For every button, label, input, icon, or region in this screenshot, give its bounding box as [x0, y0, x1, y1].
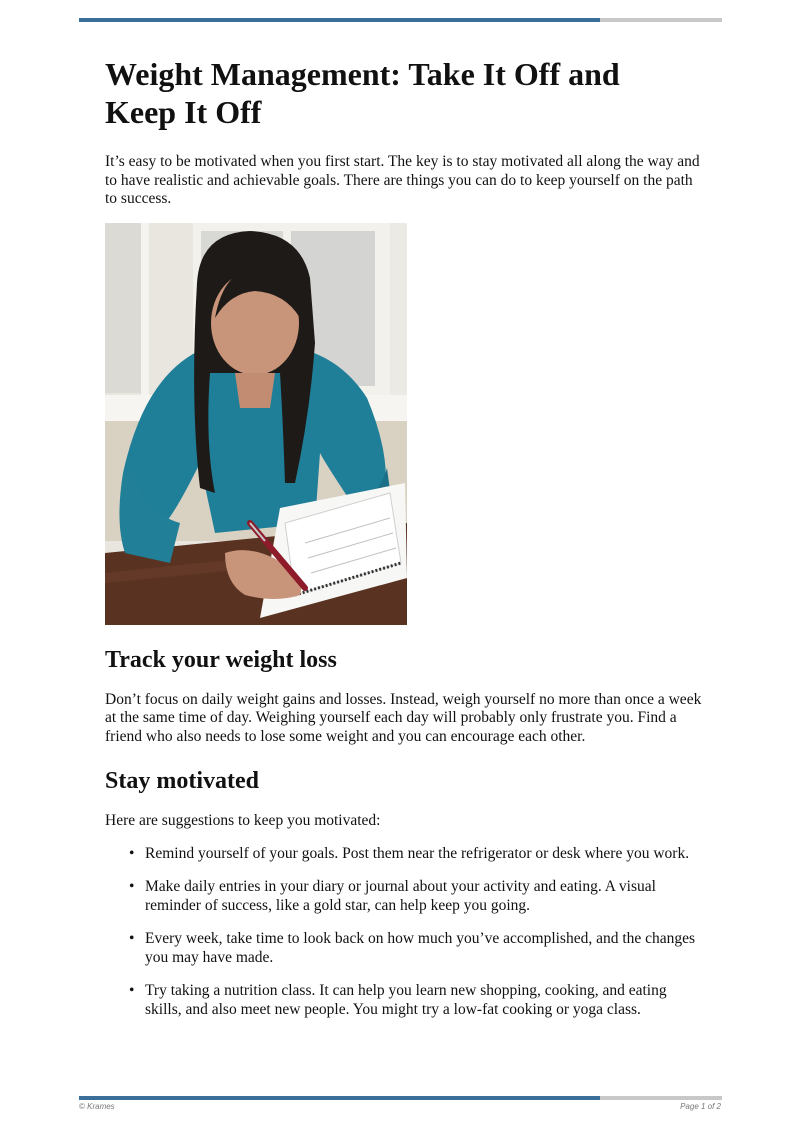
section-lead-motivated: Here are suggestions to keep you motivated:: [105, 812, 381, 829]
bullet-icon: •: [129, 844, 135, 862]
section-heading-motivated: Stay motivated: [105, 768, 259, 794]
intro-paragraph: It’s easy to be motivated when you first start. The key is to stay motivated all along the way and to have realistic and achievable goals. There are things you can do to keep yourself on the path to success.: [105, 153, 700, 207]
footer-copyright: © Krames: [79, 1102, 115, 1111]
list-item-text: Make daily entries in your diary or journal about your activity and eating. A visual reminder of success, like a gold star, can help keep you going.: [145, 878, 656, 914]
bullet-icon: •: [129, 878, 135, 895]
section-body-track: Don’t focus on daily weight gains and losses. Instead, weigh yourself no more than once a week at the same time of day. Weighing yourself each day will probably only frustrate you. Find a friend who also needs to lose some weight and you can encourage each other.: [105, 690, 702, 745]
header-progress-fill: [79, 18, 600, 22]
list-item-text: Try taking a nutrition class. It can help you learn new shopping, cooking, and eating skills, and also meet new people. You might try a low-fat cooking or yoga class.: [145, 982, 667, 1018]
list-item-text: Remind yourself of your goals. Post them near the refrigerator or desk where you work.: [145, 844, 690, 862]
bullet-icon: •: [129, 982, 135, 999]
section-heading-track: Track your weight loss: [105, 646, 337, 673]
suggestions-list: [105, 845, 705, 1020]
article: [105, 55, 705, 1034]
woman-writing-journal-photo: [105, 223, 407, 625]
list-item: [129, 930, 705, 967]
list-item: [129, 844, 705, 864]
list-item: [129, 982, 705, 1019]
header-progress-bar: [79, 18, 722, 22]
footer-progress-fill: [79, 1096, 600, 1100]
footer-page-number: Page 1 of 2: [680, 1102, 721, 1111]
footer-progress-bar: [79, 1096, 722, 1100]
list-item-text: Every week, take time to look back on how much you’ve accomplished, and the changes you may have made.: [145, 930, 696, 966]
bullet-icon: •: [129, 930, 135, 947]
page-title: Weight Management: Take It Off and Keep It Off: [105, 56, 620, 130]
list-item: [129, 878, 705, 915]
